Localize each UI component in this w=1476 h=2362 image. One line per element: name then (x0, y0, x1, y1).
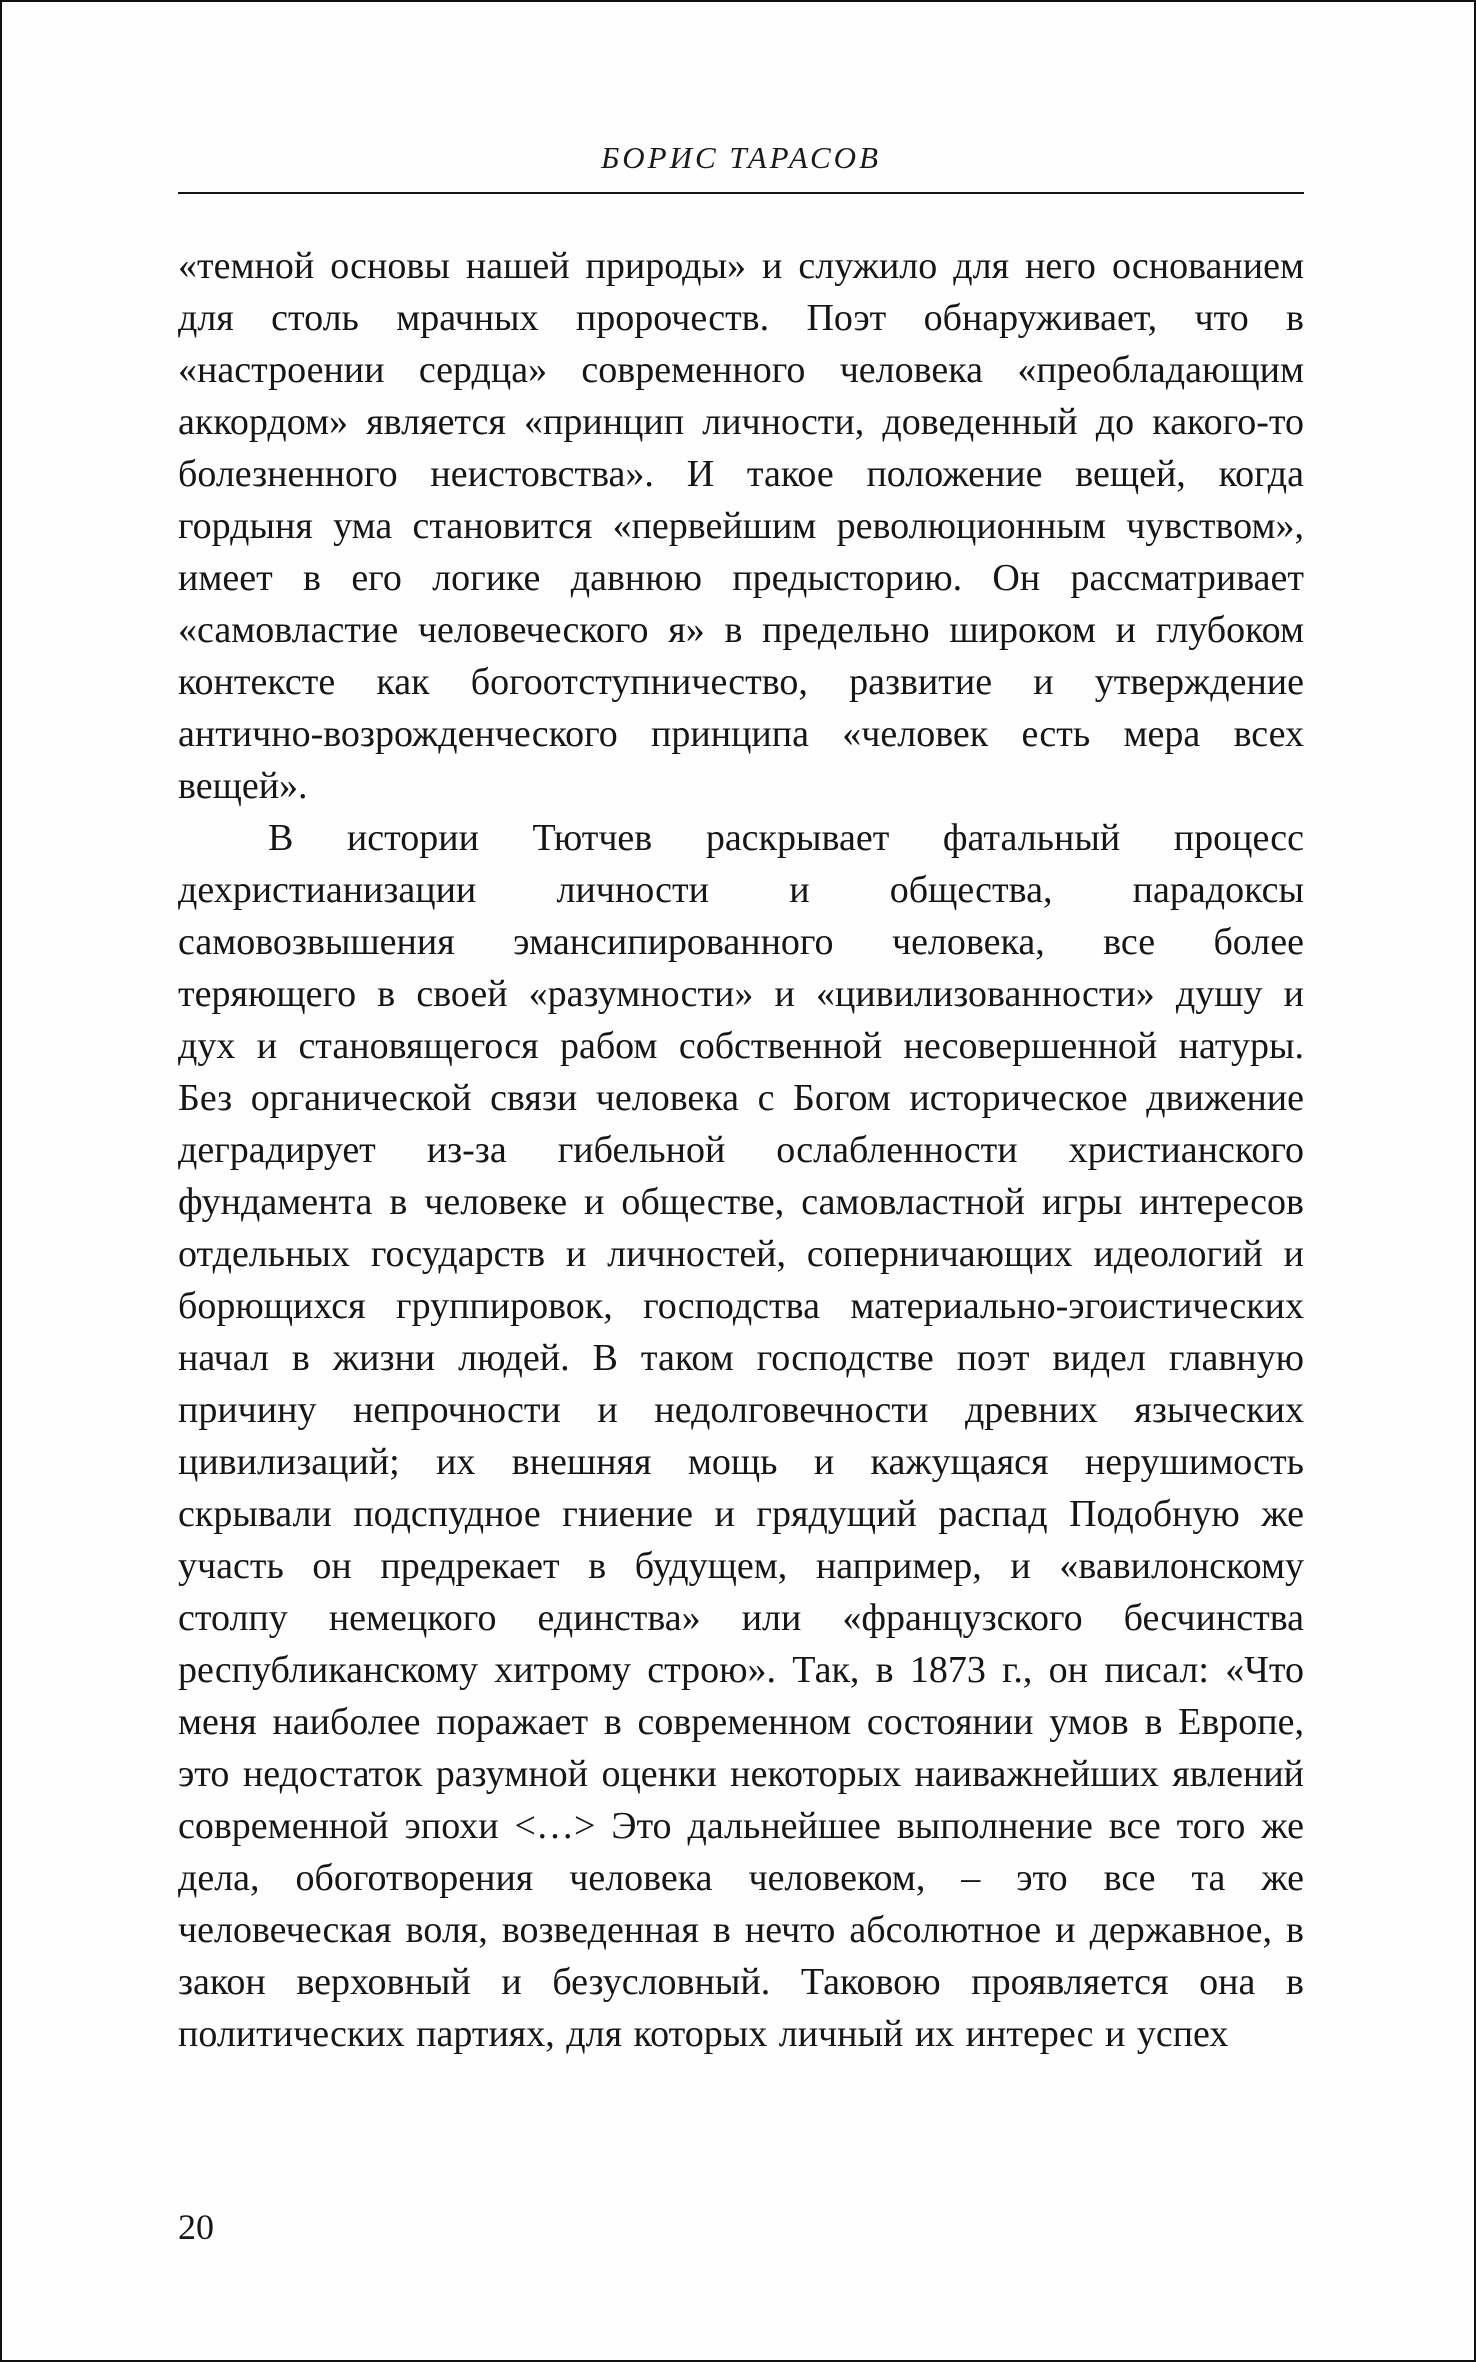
paragraph-1: «темной основы нашей природы» и служило для него основанием для столь мрачных пророчеств. Поэт обнаруживает, что в «настроении сердца» современного человека «преобладающим аккордом» является «принцип личности, доведенный до какого-то болезненного неистовства». И такое положение вещей, когда гордыня ума становится «первейшим революционным чувством», имеет в его логике давнюю предысторию. Он рассматривает «самовластие человеческого я» в предельно широком и глубоком контексте как богоотступничество, развитие и утверждение антично-возрожденческого принципа «человек есть мера всех вещей». (178, 245, 1304, 807)
page-number: 20 (178, 2207, 214, 2247)
page-content (178, 140, 1304, 2060)
body-text (178, 240, 1304, 2060)
running-header: БОРИС ТАРАСОВ (600, 140, 882, 175)
header-rule (178, 192, 1304, 194)
paragraph-2: В истории Тютчев раскрывает фатальный процесс дехристианизации личности и общества, парадоксы самовозвышения эмансипированного человека, все более теряющего в своей «разумности» и «цивилизованности» душу и дух и становящегося рабом собственной несовершенной натуры. Без органической связи человека с Богом историческое движение деградирует из-за гибельной ослабленности христианского фундамента в человеке и обществе, самовластной игры интересов отдельных государств и личностей, соперничающих идеологий и борющихся группировок, господства материально-эгоистических начал в жизни людей. В таком господстве поэт видел главную причину непрочности и недолговечности древних языческих цивилизаций; их внешняя мощь и кажущаяся нерушимость скрывали подспудное гниение и грядущий распад Подобную же участь он предрекает в будущем, например, и «вавилонскому столпу немецкого единства» или «французского бесчинства республиканскому хитрому строю». Так, в 1873 г., он писал: «Что меня наиболее поражает в современном состоянии умов в Европе, это недостаток разумной оценки некоторых наиважнейших явлений современной эпохи <…> Это дальнейшее выполнение все того же дела, обоготворения человека человеком, – это все та же человеческая воля, возведенная в нечто абсолютное и державное, в закон верховный и безусловный. Таковою проявляется она в политических партиях, для которых личный их интерес и успех (178, 817, 1304, 2055)
